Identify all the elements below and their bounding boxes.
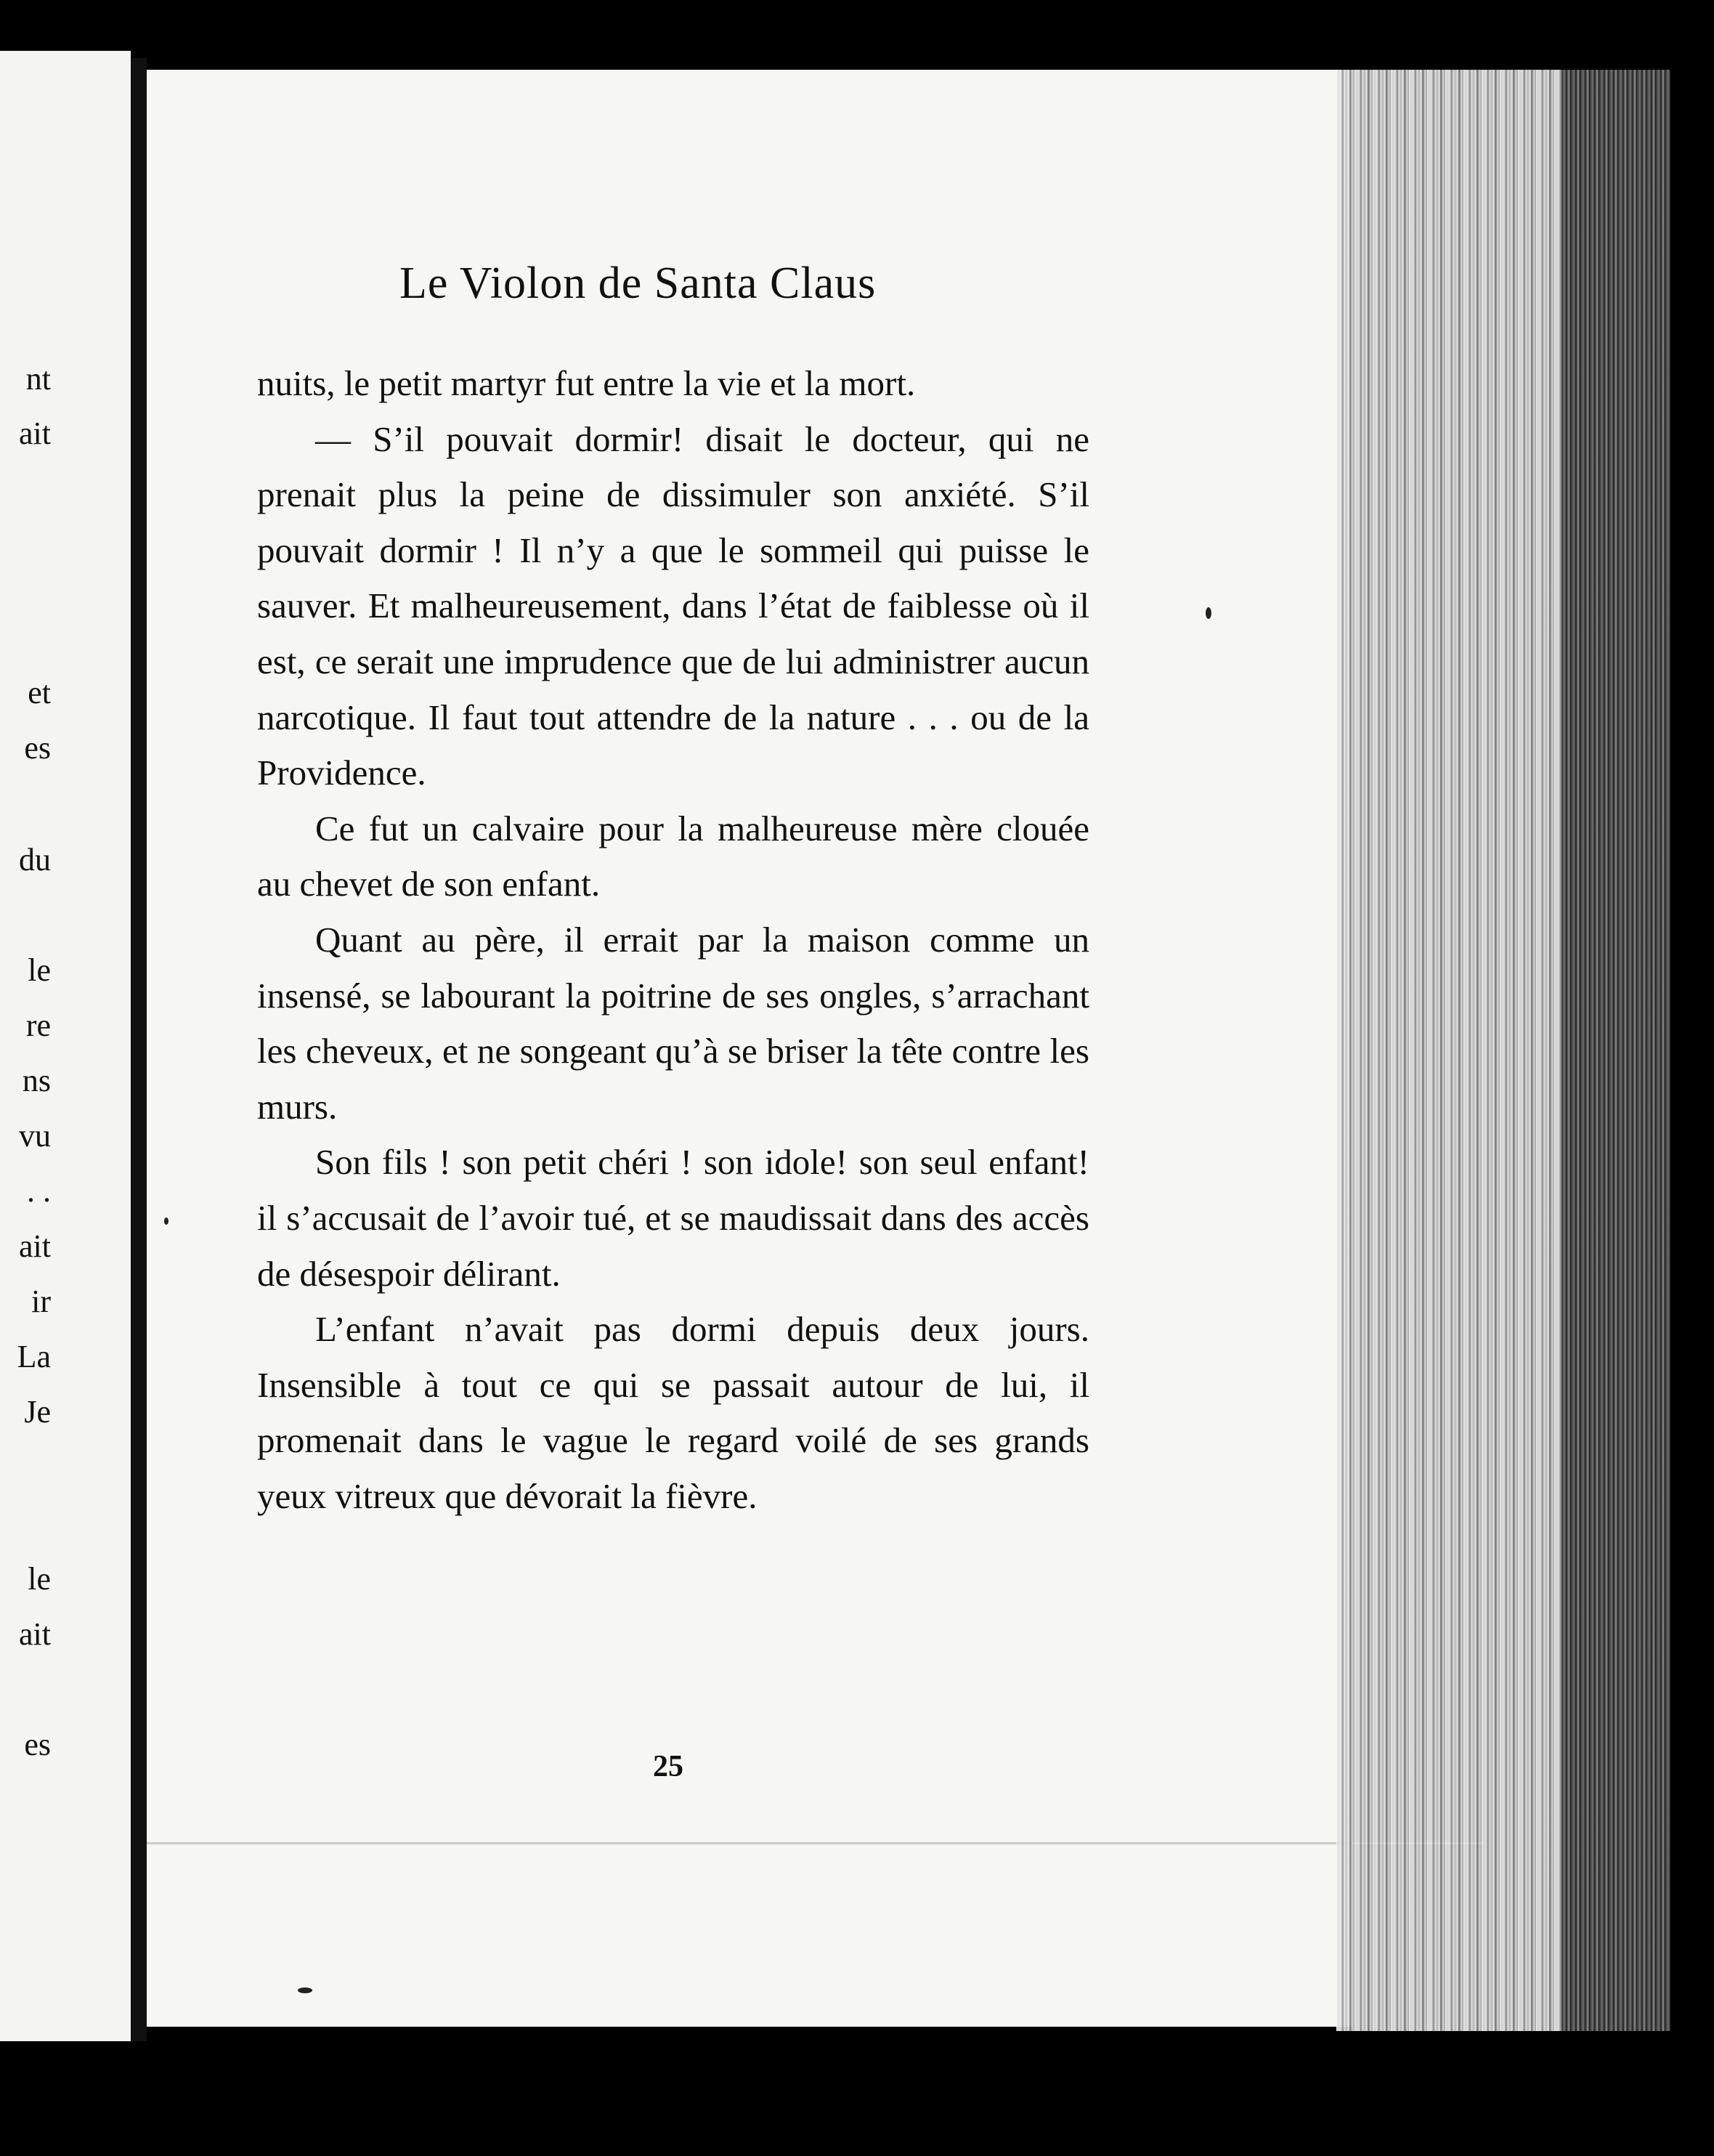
facing-line-fragment: Je	[24, 1394, 51, 1430]
facing-line-fragment: le	[28, 1561, 51, 1597]
facing-line-fragment: et	[28, 675, 51, 710]
paragraph: — S’il pouvait dormir! disait le docteur, qui ne prenait plus la peine de dissimuler son anxiété. S’il pouvait dormir ! Il n’y a que le sommeil qui puisse le sauver. Et malheureusement, dans l’état de faiblesse où il est, ce serait une imprudence que de lui administrer aucun narcotique. Il faut tout attendre de la nature . . . ou de la Providence.	[257, 418, 1089, 793]
facing-page-text	[0, 51, 131, 2041]
body-text	[257, 356, 1089, 1524]
paragraph: Son fils ! son petit chéri ! son idole! son seul enfant! il s’accusait de l’avoir tué, et se maudissait dans des accès de désespoir délirant.	[257, 1142, 1089, 1294]
facing-line-fragment: le	[28, 952, 51, 988]
facing-line-fragment: ait	[19, 416, 51, 451]
page-bottom-rule	[147, 1842, 1483, 1844]
facing-line-fragment: re	[25, 1008, 51, 1043]
facing-line-fragment: es	[24, 1727, 51, 1762]
facing-line-fragment: ns	[22, 1063, 51, 1098]
book-gutter	[131, 58, 147, 2041]
paragraph: nuits, le petit martyr fut entre la vie et la mort.	[257, 363, 916, 403]
facing-line-fragment: es	[24, 730, 51, 766]
scan-speck	[298, 1987, 312, 1993]
paragraph: Quant au père, il errait par la maison comme un insensé, se labourant la poitrine de ses ongles, s’arrachant les cheveux, et ne songeant qu’à se briser la tête contre les murs.	[257, 919, 1089, 1127]
facing-line-fragment: ir	[31, 1284, 51, 1319]
facing-line-fragment: vu	[19, 1118, 51, 1154]
facing-line-fragment: ait	[19, 1616, 51, 1652]
facing-line-fragment: du	[19, 842, 51, 878]
page-number: 25	[653, 1750, 683, 1783]
running-header: Le Violon de Santa Claus	[399, 259, 877, 308]
scan-speck	[1206, 607, 1211, 619]
facing-line-fragment: La	[17, 1339, 51, 1374]
page-block-edge	[1336, 70, 1670, 2031]
facing-page	[0, 51, 131, 2041]
paragraph: L’enfant n’avait pas dormi depuis deux jours. Insensible à tout ce qui se passait autour de lui, il promenait dans le vague le regard voilé de ses grands yeux vitreux que dévorait la fièvre.	[257, 1309, 1089, 1516]
facing-line-fragment: ait	[19, 1228, 51, 1264]
scan-speck	[164, 1217, 168, 1225]
facing-line-fragment: . .	[27, 1173, 51, 1209]
facing-line-fragment: nt	[25, 361, 51, 397]
paragraph: Ce fut un calvaire pour la malheureuse mère clouée au chevet de son enfant.	[257, 808, 1089, 904]
